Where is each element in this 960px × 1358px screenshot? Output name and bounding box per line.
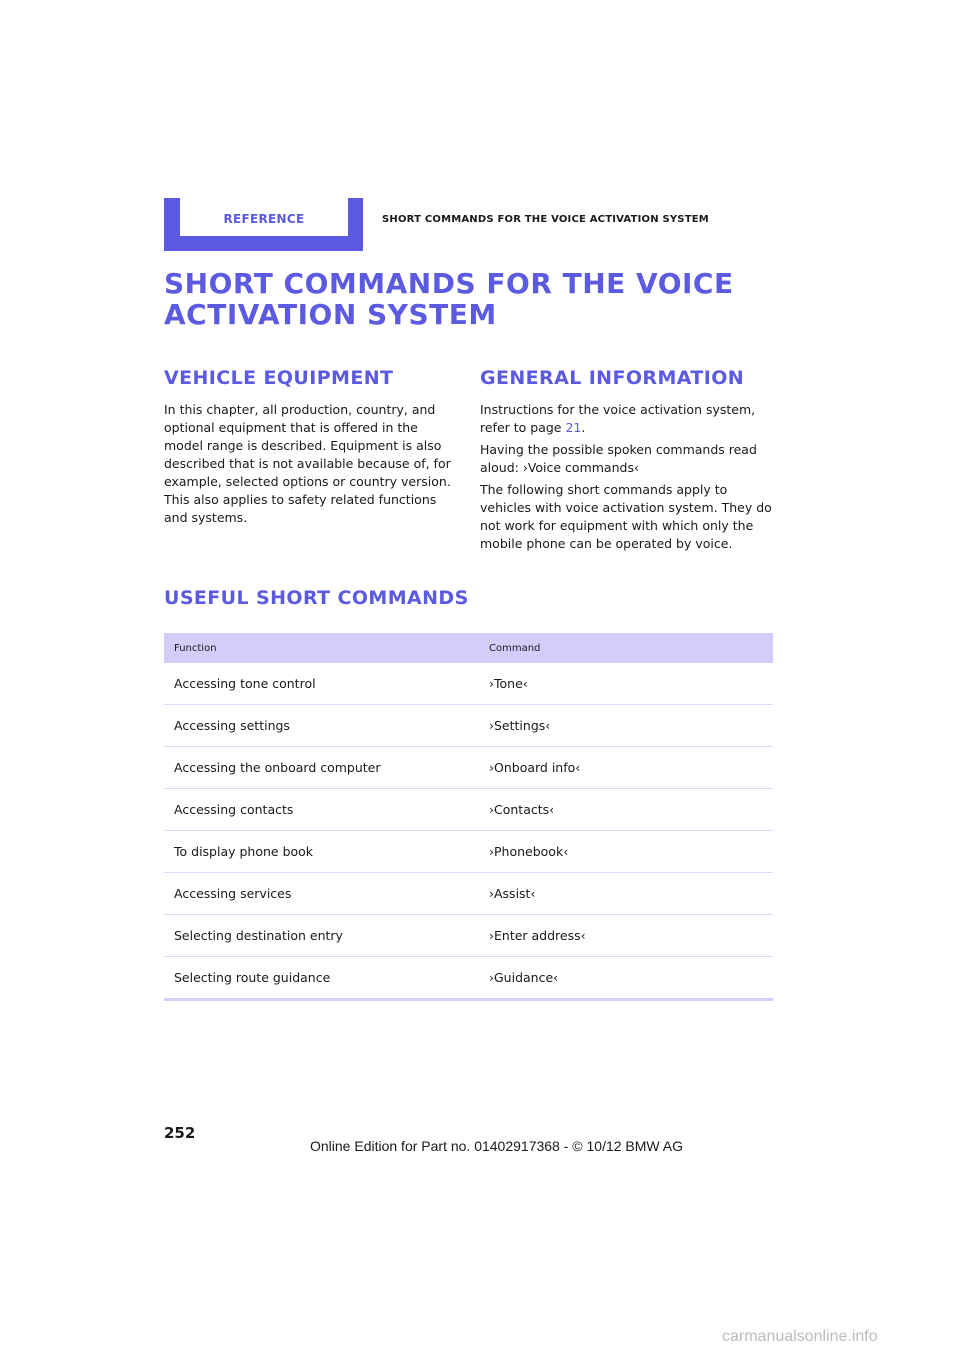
function-cell: Accessing tone control [174,676,316,691]
table-row [164,705,773,747]
p1-suffix: . [581,420,586,435]
running-head: SHORT COMMANDS FOR THE VOICE ACTIVATION SYSTEM [382,214,709,225]
command-cell: ›Contacts‹ [489,802,555,817]
vehicle-equipment-paragraph: In this chapter, all production, country, and optional equipment that is offered in the model range is described. Equipment is also described that is not available because of, for example, selected options or country version. This also applies to safety related functions and systems. [164,402,451,525]
table-row [164,747,773,789]
command-cell: ›Guidance‹ [489,970,559,985]
table-row [164,957,773,1001]
p1-prefix: Instructions for the voice activation system, refer to page [480,402,756,435]
table-row [164,873,773,915]
page-title-line-2: ACTIVATION SYSTEM [164,298,497,331]
page-title-line-1: SHORT COMMANDS FOR THE VOICE [164,267,734,300]
section-tab-label: REFERENCE [223,212,305,226]
general-information-p1 [480,401,774,437]
command-cell: ›Assist‹ [489,886,536,901]
short-commands-table [164,633,773,1001]
vehicle-equipment-heading: VEHICLE EQUIPMENT [164,367,394,389]
column-header-function: Function [174,642,217,654]
watermark: carmanualsonline.info [722,1328,878,1345]
column-header-command: Command [489,642,541,654]
useful-short-commands-heading: USEFUL SHORT COMMANDS [164,587,469,609]
command-cell: ›Tone‹ [489,676,528,691]
function-cell: Accessing contacts [174,802,294,817]
table-row [164,789,773,831]
vehicle-equipment-section [164,401,458,531]
command-cell: ›Phonebook‹ [489,844,569,859]
table-row [164,663,773,705]
general-information-p2: Having the possible spoken commands read aloud: ›Voice commands‹ [480,442,757,475]
table-row [164,915,773,957]
general-information-heading: GENERAL INFORMATION [480,367,745,389]
function-cell: Accessing services [174,886,292,901]
edition-footer: Online Edition for Part no. 01402917368 - © 10/12 BMW AG [310,1138,683,1154]
command-cell: ›Onboard info‹ [489,760,581,775]
function-cell: Accessing settings [174,718,290,733]
function-cell: Selecting destination entry [174,928,343,943]
function-cell: Selecting route guidance [174,970,331,985]
page-21-link[interactable]: 21 [565,420,582,435]
page-number: 252 [164,1124,196,1142]
page-title [164,268,764,330]
table-header [164,633,773,663]
general-information-p3: The following short commands apply to vehicles with voice activation system. They do not work for equipment with which only the mobile phone can be operated by voice. [480,482,772,551]
table-row [164,831,773,873]
function-cell: To display phone book [174,844,314,859]
command-cell: ›Enter address‹ [489,928,586,943]
general-information-section [480,401,774,557]
command-cell: ›Settings‹ [489,718,551,733]
function-cell: Accessing the onboard computer [174,760,381,775]
